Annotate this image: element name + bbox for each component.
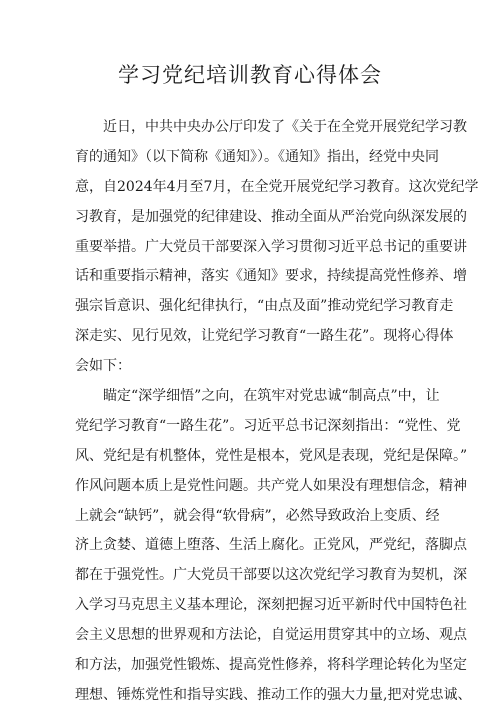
- paragraph-2-line-1: 瞄定“深学细悟”之向，在筑牢对党忠诚“制高点”中，让: [103, 388, 440, 405]
- paragraph-2-line-7: 都在于强党性。广大党员干部要以这次党纪学习教育为契机，深: [75, 567, 467, 584]
- paragraph-2-line-4: 作风问题本质上是党性问题。共产党人如果没有理想信念，精神: [75, 477, 467, 494]
- document-title: 学习党纪培训教育心得体会: [118, 63, 382, 87]
- paragraph-1-line-6: 话和重要指示精神，落实《通知》要求，持续提高党性修养、增: [75, 268, 467, 285]
- paragraph-2-line-8: 入学习马克思主义基本理论，深刻把握习近平新时代中国特色社: [75, 597, 467, 614]
- paragraph-1-line-5: 重要举措。广大党员干部要深入学习贯彻习近平总书记的重要讲: [75, 238, 467, 255]
- document-body: [75, 113, 479, 711]
- paragraph-2-line-9: 会主义思想的世界观和方法论，自觉运用贯穿其中的立场、观点: [75, 627, 467, 644]
- paragraph-1-line-9: 会如下：: [75, 358, 131, 375]
- paragraph-2-line-6: 济上贪婪、道德上堕落、生活上腐化。正党风，严党纪，落脚点: [75, 537, 467, 554]
- paragraph-2-line-3: 风、党纪是有机整体，党性是根本，党风是表现，党纪是保障。”: [75, 447, 468, 464]
- paragraph-1-line-3: 意，自2024年4月至7月，在全党开展党纪学习教育。这次党纪学: [75, 178, 479, 195]
- paragraph-1-line-2: 育的通知》（以下简称《通知》）。《通知》指出，经党中央同: [75, 148, 439, 165]
- paragraph-2-line-10: 和方法，加强党性锻炼、提高党性修养，将科学理论转化为坚定: [75, 657, 467, 674]
- paragraph-1-line-8: 深走实、见行见效，让党纪学习教育“一路生花”。现将心得体: [75, 328, 454, 345]
- paragraph-1-line-4: 习教育，是加强党的纪律建设、推动全面从严治党向纵深发展的: [75, 208, 467, 225]
- paragraph-1-line-1: 近日，中共中央办公厅印发了《关于在全党开展党纪学习教: [103, 119, 467, 135]
- paragraph-1-line-7: 强宗旨意识、强化纪律执行，“由点及面”推动党纪学习教育走: [75, 298, 454, 315]
- paragraph-2-line-11: 理想、锤炼党性和指导实践、推动工作的强大力量,把对党忠诚、: [75, 686, 472, 703]
- paragraph-2-line-5: 上就会“缺钙”，就会得“软骨病”，必然导致政治上变质、经: [75, 507, 440, 524]
- paragraph-2-line-2: 党纪学习教育“一路生花”。习近平总书记深刻指出：“党性、党: [75, 417, 461, 434]
